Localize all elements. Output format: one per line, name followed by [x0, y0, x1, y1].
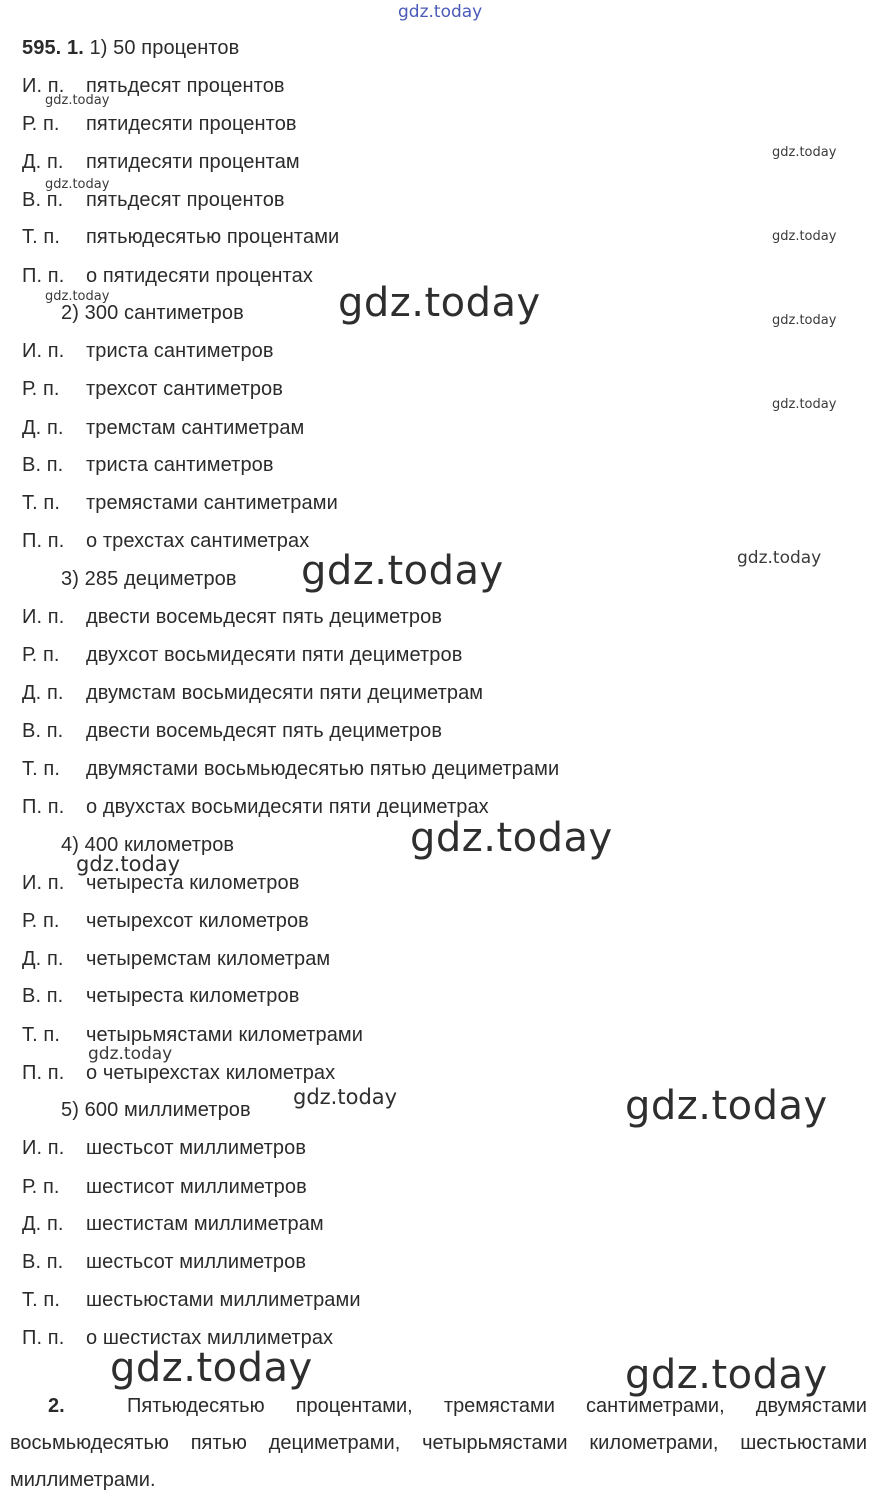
- case-form: двумстам восьмидесяти пяти дециметрам: [86, 682, 484, 704]
- watermark: gdz.today: [737, 548, 822, 568]
- case-abbr: Т. п.: [22, 758, 60, 780]
- declension-row: [22, 908, 309, 934]
- case-form: триста сантиметров: [86, 454, 274, 476]
- item-heading: 2) 300 сантиметров: [61, 302, 244, 324]
- watermark: gdz.today: [772, 313, 837, 328]
- declension-row: [22, 946, 330, 972]
- watermark: gdz.today: [45, 93, 110, 108]
- case-form: о трехстах сантиметрах: [86, 530, 310, 552]
- case-form: двумястами восьмьюдесятью пятью дециметрами: [86, 758, 560, 780]
- case-form: шестисот миллиметров: [86, 1176, 307, 1198]
- case-abbr: Т. п.: [22, 1024, 60, 1046]
- declension-row: [22, 263, 313, 289]
- watermark: gdz.today: [410, 815, 613, 861]
- case-form: о шестистах миллиметрах: [86, 1327, 334, 1349]
- case-abbr: Д. п.: [22, 151, 64, 173]
- declension-row: [22, 983, 299, 1009]
- case-abbr: П. п.: [22, 1062, 65, 1084]
- item-heading: 4) 400 километров: [61, 834, 235, 856]
- case-form: трехсот сантиметров: [86, 378, 284, 400]
- case-form: о пятидесяти процентах: [86, 265, 313, 287]
- case-abbr: П. п.: [22, 1327, 65, 1349]
- declension-row: [22, 111, 297, 137]
- case-form: двести восемьдесят пять дециметров: [86, 606, 443, 628]
- watermark: gdz.today: [625, 1352, 828, 1398]
- case-form: шестьсот миллиметров: [86, 1251, 307, 1273]
- case-abbr: Д. п.: [22, 948, 64, 970]
- declension-row: [22, 604, 442, 630]
- declension-row: [22, 1135, 306, 1161]
- declension-row: [22, 1174, 307, 1200]
- declension-row: [22, 224, 339, 250]
- watermark: gdz.today: [301, 548, 504, 594]
- part2-paragraph: [10, 1388, 867, 1499]
- case-abbr: Р. п.: [22, 644, 60, 666]
- declension-row: [22, 1287, 361, 1313]
- case-abbr: Р. п.: [22, 378, 60, 400]
- case-abbr: В. п.: [22, 985, 64, 1007]
- watermark: gdz.today: [88, 1044, 173, 1064]
- case-abbr: И. п.: [22, 75, 65, 97]
- watermark: gdz.today: [293, 1085, 398, 1109]
- case-abbr: И. п.: [22, 1137, 65, 1159]
- declension-row: [22, 452, 274, 478]
- declension-row: [22, 718, 442, 744]
- case-abbr: Т. п.: [22, 492, 60, 514]
- case-form: шестьюстами миллиметрами: [86, 1289, 361, 1311]
- case-abbr: П. п.: [22, 265, 65, 287]
- task-number: 595. 1.: [22, 37, 84, 59]
- watermark: gdz.today: [338, 280, 541, 326]
- case-abbr: В. п.: [22, 454, 64, 476]
- case-form: пятьюдесятью процентами: [86, 226, 340, 248]
- case-form: о двухстах восьмидесяти пяти дециметрах: [86, 796, 489, 818]
- declension-row: [22, 528, 309, 554]
- declension-row: [22, 376, 283, 402]
- watermark: gdz.today: [772, 145, 837, 160]
- first-item-heading: 1) 50 процентов: [89, 37, 240, 59]
- case-form: четырехсот километров: [86, 910, 309, 932]
- case-form: тремястами сантиметрами: [86, 492, 338, 514]
- case-form: четырьмястами километрами: [86, 1024, 364, 1046]
- case-form: о четырехстах километрах: [86, 1062, 336, 1084]
- declension-row: [22, 1022, 363, 1048]
- case-form: шестьсот миллиметров: [86, 1137, 307, 1159]
- case-abbr: Р. п.: [22, 113, 60, 135]
- watermark: gdz.today: [76, 852, 181, 876]
- declension-row: [22, 642, 462, 668]
- watermark: gdz.today: [772, 229, 837, 244]
- declension-row: [22, 1060, 335, 1086]
- task-header: [22, 35, 239, 61]
- case-form: четыремстам километрам: [86, 948, 331, 970]
- case-abbr: В. п.: [22, 1251, 64, 1273]
- case-abbr: П. п.: [22, 530, 65, 552]
- case-abbr: П. п.: [22, 796, 65, 818]
- part2-text: Пятьюдесятью процентами, тремястами сантиметрами, двумястами восьмьюдесятью пятью дециметрами, четырьмястами километрами, шестьюстами миллиметрами.: [10, 1395, 867, 1491]
- declension-row: [22, 1211, 324, 1237]
- watermark-top: gdz.today: [398, 2, 483, 22]
- case-abbr: В. п.: [22, 189, 64, 211]
- item-heading: 3) 285 дециметров: [61, 568, 237, 590]
- declension-row: [22, 680, 483, 706]
- case-form: пятидесяти процентов: [86, 113, 297, 135]
- case-abbr: Д. п.: [22, 417, 64, 439]
- case-abbr: Т. п.: [22, 1289, 60, 1311]
- case-form: четыреста километров: [86, 872, 300, 894]
- watermark: gdz.today: [45, 177, 110, 192]
- case-form: пятьдесят процентов: [86, 189, 285, 211]
- case-form: пятьдесят процентов: [86, 75, 285, 97]
- case-form: тремстам сантиметрам: [86, 417, 305, 439]
- case-abbr: И. п.: [22, 606, 65, 628]
- case-abbr: Д. п.: [22, 1213, 64, 1235]
- watermark: gdz.today: [110, 1345, 313, 1391]
- declension-row: [22, 1249, 306, 1275]
- case-form: двухсот восьмидесяти пяти дециметров: [86, 644, 463, 666]
- case-abbr: Р. п.: [22, 910, 60, 932]
- case-form: триста сантиметров: [86, 340, 274, 362]
- watermark: gdz.today: [625, 1083, 828, 1129]
- declension-row: [22, 149, 300, 175]
- case-abbr: И. п.: [22, 872, 65, 894]
- item-heading: 5) 600 миллиметров: [61, 1099, 251, 1121]
- case-abbr: Д. п.: [22, 682, 64, 704]
- part2-number: 2.: [48, 1395, 65, 1417]
- case-form: четыреста километров: [86, 985, 300, 1007]
- case-abbr: И. п.: [22, 340, 65, 362]
- case-abbr: В. п.: [22, 720, 64, 742]
- watermark: gdz.today: [45, 289, 110, 304]
- watermark: gdz.today: [772, 397, 837, 412]
- case-abbr: Р. п.: [22, 1176, 60, 1198]
- declension-row: [22, 490, 338, 516]
- case-form: шестистам миллиметрам: [86, 1213, 324, 1235]
- case-form: пятидесяти процентам: [86, 151, 300, 173]
- declension-row: [22, 338, 274, 364]
- case-abbr: Т. п.: [22, 226, 60, 248]
- declension-row: [22, 415, 304, 441]
- declension-row: [22, 756, 559, 782]
- case-form: двести восемьдесят пять дециметров: [86, 720, 443, 742]
